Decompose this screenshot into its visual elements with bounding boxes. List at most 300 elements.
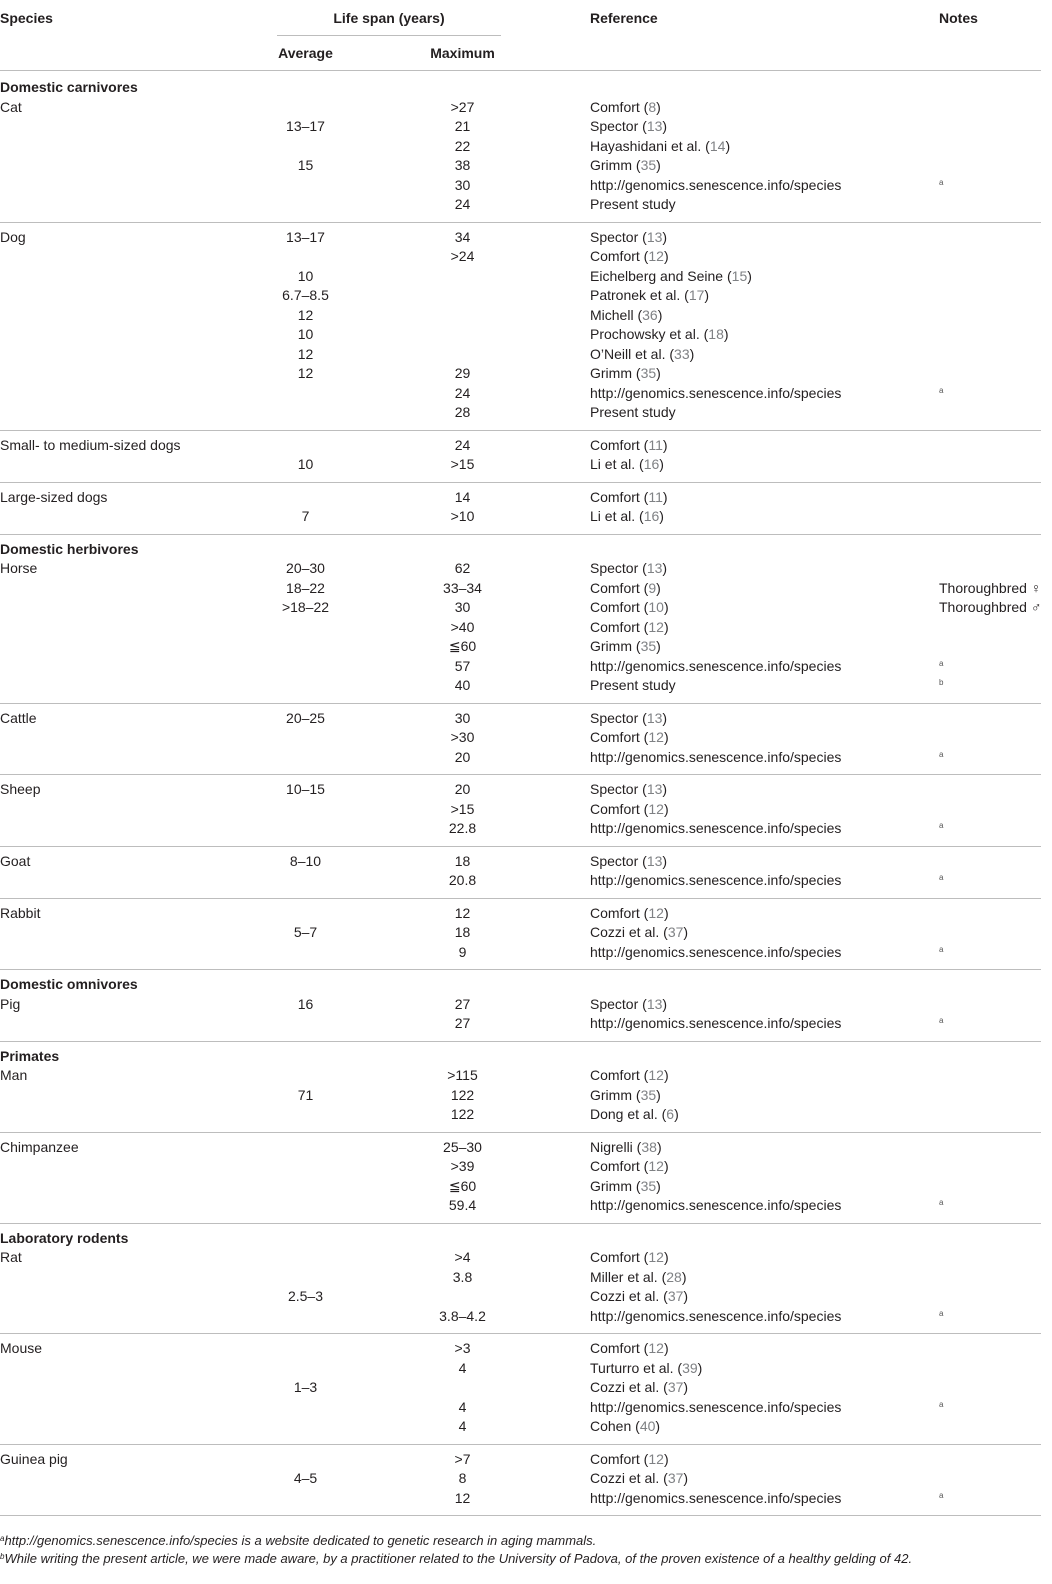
reference-cell: Comfort (12)	[590, 904, 669, 921]
table-row	[0, 267, 1052, 287]
reference-cell: Li et al. (16)	[590, 508, 664, 524]
table-row	[0, 156, 1052, 176]
reference-cell: O’Neill et al. (33)	[590, 345, 695, 362]
maximum-cell: >10	[450, 508, 475, 524]
note-marker: a	[939, 944, 944, 954]
reference-cell: Prochowsky et al. (18)	[590, 326, 729, 342]
reference-cell: Michell (36)	[590, 306, 663, 323]
citation-number: 13	[646, 852, 663, 869]
reference-cell	[590, 1196, 841, 1216]
citation-number: 9	[648, 579, 657, 596]
reference-cell: Grimm (35)	[590, 638, 661, 654]
table-row	[0, 403, 1052, 423]
reference-cell: Grimm (35)	[590, 157, 661, 173]
citation-number: 12	[648, 800, 664, 817]
category-row	[0, 975, 1052, 995]
maximum-cell: 57	[454, 657, 471, 674]
reference-text: Miller et al.	[590, 1268, 658, 1285]
citation-number: 38	[641, 1138, 657, 1155]
maximum-cell: 27	[454, 995, 471, 1012]
category-row	[0, 1229, 1052, 1249]
table-row	[0, 436, 1052, 456]
average-cell: 20–25	[286, 709, 325, 726]
average-cell: 71	[297, 1086, 314, 1103]
reference-cell: Comfort (12)	[590, 1158, 669, 1174]
header-divider	[0, 70, 1041, 71]
reference-text: http://genomics.senescence.info/species	[590, 748, 842, 765]
note-marker: a	[939, 1308, 944, 1318]
maximum-cell: >24	[450, 248, 475, 264]
maximum-cell: 122	[450, 1106, 475, 1122]
category-label: Laboratory rodents	[0, 1229, 129, 1246]
reference-text: Cozzi et al.	[590, 1470, 660, 1486]
maximum-cell: 21	[454, 118, 471, 134]
average-cell: 13–17	[286, 118, 325, 134]
table-row	[0, 728, 1052, 748]
note-marker: a	[939, 1016, 944, 1025]
maximum-cell: 22	[454, 137, 471, 154]
reference-text: Present study	[590, 196, 676, 212]
group-divider	[0, 1333, 1041, 1334]
table-row	[0, 852, 1052, 872]
reference-text: http://genomics.senescence.info/species	[590, 1015, 842, 1031]
reference-cell	[590, 748, 841, 768]
maximum-cell: 14	[454, 488, 471, 505]
species-cell: Man	[0, 1067, 28, 1083]
reference-text: Comfort	[590, 729, 640, 745]
category-label: Domestic omnivores	[0, 976, 138, 992]
group-divider	[0, 534, 1041, 535]
maximum-cell: >15	[450, 800, 475, 817]
group-divider	[0, 222, 1041, 223]
citation-number: 15	[731, 267, 748, 284]
maximum-cell: 24	[454, 196, 471, 212]
reference-cell: Cozzi et al. (37)	[590, 1288, 689, 1304]
table-row	[0, 800, 1052, 820]
reference-cell: Comfort (10)	[590, 599, 669, 615]
table-row	[0, 286, 1052, 306]
reference-cell: Li et al. (16)	[590, 456, 664, 472]
average-cell: 12	[297, 345, 314, 362]
maximum-cell: 30	[454, 599, 471, 615]
maximum-cell: >39	[450, 1158, 475, 1174]
maximum-cell: >115	[447, 1067, 478, 1083]
reference-text: Patronek et al.	[590, 287, 681, 303]
species-cell: Sheep	[0, 781, 41, 797]
maximum-cell: ≦60	[448, 1177, 477, 1194]
table-row	[0, 345, 1052, 365]
average-cell: 10	[297, 456, 314, 472]
citation-number: 10	[648, 599, 664, 615]
reference-cell: Comfort (12)	[590, 618, 669, 635]
reference-cell: Spector (13)	[590, 995, 668, 1012]
citation-number: 16	[643, 456, 660, 472]
note-marker: b	[939, 678, 944, 687]
note-marker: a	[939, 177, 944, 187]
table-row	[0, 1398, 1052, 1418]
species-cell: Small- to medium-sized dogs	[0, 436, 181, 453]
reference-text: Michell	[590, 306, 634, 323]
table-row	[0, 364, 1052, 384]
maximum-cell: 8	[458, 1470, 467, 1486]
reference-text: Spector	[590, 118, 639, 134]
reference-cell: Comfort (12)	[590, 1450, 669, 1467]
maximum-cell: 29	[454, 365, 471, 381]
note-marker: a	[939, 821, 944, 830]
reference-text: Li et al.	[590, 456, 636, 472]
citation-number: 11	[648, 488, 663, 505]
reference-cell: Comfort (12)	[590, 248, 669, 264]
table-row	[0, 1287, 1052, 1307]
maximum-cell: ≦60	[448, 638, 477, 654]
reference-cell: Cozzi et al. (37)	[590, 1379, 689, 1395]
reference-text: Comfort	[590, 488, 640, 505]
species-cell: Rat	[0, 1249, 22, 1265]
footnote-a: $^a$http://genomics.senescence.info/species is a website dedicated to genetic research in aging mammals.	[0, 1533, 597, 1548]
citation-number: 35	[640, 365, 657, 381]
reference-text: http://genomics.senescence.info/species	[590, 384, 842, 401]
reference-text: Spector	[590, 228, 639, 245]
citation-number: 18	[708, 326, 724, 342]
reference-text: Comfort	[590, 618, 640, 635]
average-cell: 20–30	[286, 560, 325, 576]
maximum-cell: 20	[454, 748, 471, 765]
maximum-cell: 25–30	[443, 1138, 482, 1155]
table-row	[0, 943, 1052, 963]
reference-text: Eichelberg and Seine	[590, 267, 724, 284]
reference-text: http://genomics.senescence.info/species	[590, 1489, 842, 1506]
maximum-cell: 24	[454, 384, 471, 401]
average-cell: 12	[297, 306, 314, 323]
reference-text: Cozzi et al.	[590, 1288, 660, 1304]
table-row	[0, 1196, 1052, 1216]
maximum-cell: 30	[454, 709, 471, 726]
species-cell: Pig	[0, 995, 21, 1012]
table-row	[0, 1086, 1052, 1106]
citation-number: 16	[643, 508, 660, 524]
reference-text: Cozzi et al.	[590, 1379, 660, 1395]
species-cell: Large-sized dogs	[0, 488, 108, 505]
table-row	[0, 1339, 1052, 1359]
reference-text: http://genomics.senescence.info/species	[590, 176, 842, 193]
maximum-cell: 4	[458, 1418, 467, 1434]
average-cell: 2.5–3	[287, 1288, 324, 1304]
category-row	[0, 540, 1052, 560]
reference-cell: Spector (13)	[590, 781, 668, 797]
reference-text: Comfort	[590, 1067, 640, 1083]
reference-text: Comfort	[590, 1450, 640, 1467]
maximum-cell: >7	[454, 1450, 471, 1467]
table-row	[0, 98, 1052, 118]
reference-cell: Cozzi et al. (37)	[590, 924, 689, 940]
citation-number: 12	[648, 1450, 664, 1467]
table-row	[0, 1157, 1052, 1177]
maximum-cell: 3.8–4.2	[439, 1307, 486, 1324]
category-label: Domestic herbivores	[0, 540, 139, 557]
citation-number: 37	[667, 924, 684, 940]
reference-cell: Turturro et al. (39)	[590, 1359, 703, 1376]
header-subdivider	[277, 35, 501, 36]
reference-cell: Grimm (35)	[590, 1177, 661, 1194]
citation-number: 13	[646, 118, 663, 134]
reference-cell	[590, 1398, 841, 1418]
reference-text: Nigrelli	[590, 1138, 633, 1155]
maximum-cell: 9	[458, 943, 467, 960]
reference-text: Present study	[590, 677, 676, 693]
maximum-cell: >40	[450, 618, 475, 635]
table-row	[0, 1105, 1052, 1125]
reference-text: Turturro et al.	[590, 1359, 674, 1376]
reference-cell: Eichelberg and Seine (15)	[590, 267, 752, 284]
reference-text: Spector	[590, 709, 639, 726]
average-cell: 5–7	[293, 924, 318, 940]
reference-cell: Comfort (12)	[590, 1340, 669, 1356]
maximum-cell: 59.4	[448, 1197, 477, 1213]
citation-number: 13	[646, 995, 663, 1012]
reference-text: Cozzi et al.	[590, 924, 660, 940]
citation-number: 13	[646, 560, 663, 576]
citation-number: 37	[667, 1470, 684, 1486]
citation-number: 35	[640, 1086, 657, 1103]
category-label: Domestic carnivores	[0, 79, 138, 95]
category-row	[0, 78, 1052, 98]
table-row	[0, 1378, 1052, 1398]
table-row	[0, 871, 1052, 891]
citation-number: 28	[666, 1268, 682, 1285]
citation-number: 35	[640, 157, 657, 173]
citation-number: 12	[648, 1249, 664, 1265]
reference-cell	[590, 195, 676, 215]
table-row	[0, 1359, 1052, 1379]
reference-text: Comfort	[590, 248, 640, 264]
maximum-cell: 18	[454, 852, 471, 869]
reference-text: Grimm	[590, 1086, 632, 1103]
table-row	[0, 1489, 1052, 1509]
table-row	[0, 247, 1052, 267]
maximum-cell: >27	[450, 98, 475, 115]
reference-text: http://genomics.senescence.info/species	[590, 943, 842, 960]
note-marker: a	[939, 658, 944, 668]
citation-number: 40	[639, 1418, 656, 1434]
maximum-cell: 24	[454, 436, 471, 453]
reference-text: Dong et al.	[590, 1106, 658, 1122]
table-row	[0, 1248, 1052, 1268]
reference-text: Grimm	[590, 1177, 632, 1194]
citation-number: 39	[682, 1359, 698, 1376]
average-cell: 15	[297, 157, 314, 173]
citation-number: 13	[646, 228, 663, 245]
note-cell: Thoroughbred ♂	[939, 599, 1042, 615]
table-row	[0, 819, 1052, 839]
citation-number: 12	[648, 1067, 664, 1083]
maximum-cell: 20	[454, 781, 471, 797]
table-row	[0, 637, 1052, 657]
header-notes: Notes	[939, 10, 978, 26]
reference-text: http://genomics.senescence.info/species	[590, 1197, 842, 1213]
reference-text: Grimm	[590, 365, 632, 381]
reference-cell: Spector (13)	[590, 228, 668, 245]
table-row	[0, 176, 1052, 196]
reference-cell: Grimm (35)	[590, 365, 661, 381]
maximum-cell: 122	[450, 1086, 475, 1103]
average-cell: 18–22	[286, 579, 325, 596]
group-divider	[0, 1041, 1041, 1042]
average-cell: 8–10	[289, 852, 322, 869]
reference-cell: Cozzi et al. (37)	[590, 1470, 689, 1486]
table-row	[0, 488, 1052, 508]
maximum-cell: 33–34	[443, 579, 482, 596]
group-divider	[0, 430, 1041, 431]
note-cell: Thoroughbred ♀	[939, 579, 1042, 596]
reference-text: Present study	[590, 404, 676, 420]
reference-cell: Hayashidani et al. (14)	[590, 137, 731, 154]
reference-cell	[590, 384, 841, 404]
maximum-cell: >30	[450, 729, 475, 745]
category-label: Primates	[0, 1047, 60, 1064]
reference-cell: Comfort (12)	[590, 1249, 669, 1265]
reference-text: http://genomics.senescence.info/species	[590, 1398, 842, 1415]
maximum-cell: 12	[454, 904, 471, 921]
reference-text: Prochowsky et al.	[590, 326, 700, 342]
average-cell: 10	[297, 326, 314, 342]
table-row	[0, 904, 1052, 924]
group-divider	[0, 1515, 1041, 1516]
table-row	[0, 1417, 1052, 1437]
citation-number: 12	[648, 904, 664, 921]
note-marker: a	[939, 385, 944, 395]
reference-cell	[590, 943, 841, 963]
reference-text: Comfort	[590, 579, 640, 596]
reference-text: Comfort	[590, 800, 640, 817]
table-row	[0, 137, 1052, 157]
table-row	[0, 306, 1052, 326]
header-reference: Reference	[590, 10, 658, 26]
reference-cell: Dong et al. (6)	[590, 1106, 679, 1122]
average-cell: 6.7–8.5	[282, 287, 329, 303]
citation-number: 8	[648, 98, 657, 115]
average-cell: 12	[297, 365, 314, 381]
table-row	[0, 709, 1052, 729]
reference-text: Spector	[590, 560, 639, 576]
table-row	[0, 923, 1052, 943]
table-row	[0, 325, 1052, 345]
citation-number: 12	[648, 729, 664, 745]
species-cell: Mouse	[0, 1340, 43, 1356]
header-species: Species	[0, 10, 53, 26]
average-cell: 4–5	[293, 1470, 318, 1486]
reference-text: Spector	[590, 781, 639, 797]
footnote-b: $^b$While writing the present article, we were made aware, by a practitioner related to the University of Padova, of the proven existence of a healthy gelding of 42.	[0, 1551, 913, 1566]
maximum-cell: 20.8	[448, 872, 477, 888]
maximum-cell: 3.8	[452, 1268, 473, 1285]
reference-cell	[590, 871, 841, 891]
citation-number: 35	[640, 638, 657, 654]
table-row	[0, 1268, 1052, 1288]
reference-cell: Comfort (12)	[590, 800, 669, 817]
species-cell: Horse	[0, 560, 38, 576]
maximum-cell: 28	[454, 404, 471, 420]
maximum-cell: 38	[454, 157, 471, 173]
reference-cell	[590, 403, 676, 423]
group-divider	[0, 482, 1041, 483]
species-cell: Rabbit	[0, 904, 41, 921]
citation-number: 13	[646, 709, 663, 726]
reference-cell: Comfort (11)	[590, 488, 668, 505]
reference-text: Spector	[590, 852, 639, 869]
citation-number: 35	[640, 1177, 657, 1194]
note-marker: a	[939, 1490, 944, 1500]
group-divider	[0, 1223, 1041, 1224]
reference-cell	[590, 1014, 841, 1034]
species-cell: Dog	[0, 228, 26, 245]
species-cell: Chimpanzee	[0, 1138, 79, 1155]
reference-cell	[590, 176, 841, 196]
reference-cell: Spector (13)	[590, 118, 668, 134]
category-row	[0, 1047, 1052, 1067]
reference-text: http://genomics.senescence.info/species	[590, 872, 842, 888]
table-row	[0, 598, 1052, 618]
table-row	[0, 579, 1052, 599]
citation-number: 13	[646, 781, 663, 797]
group-divider	[0, 1444, 1041, 1445]
reference-text: Spector	[590, 995, 639, 1012]
citation-number: 12	[648, 248, 664, 264]
reference-cell	[590, 676, 676, 696]
table-row	[0, 507, 1052, 527]
reference-text: Hayashidani et al.	[590, 137, 702, 154]
citation-number: 33	[674, 345, 690, 362]
table-row	[0, 1014, 1052, 1034]
table-row	[0, 780, 1052, 800]
species-cell: Cat	[0, 98, 22, 115]
species-cell: Guinea pig	[0, 1450, 68, 1467]
average-cell: 13–17	[286, 228, 325, 245]
citation-number: 37	[667, 1379, 684, 1395]
reference-cell	[590, 1307, 841, 1327]
table-row	[0, 1138, 1052, 1158]
reference-cell: Comfort (11)	[590, 436, 668, 453]
reference-text: Li et al.	[590, 508, 636, 524]
reference-text: Comfort	[590, 599, 640, 615]
table-row	[0, 1469, 1052, 1489]
maximum-cell: 12	[454, 1489, 471, 1506]
table-row	[0, 117, 1052, 137]
note-marker: a	[939, 749, 944, 759]
reference-cell: Comfort (12)	[590, 729, 669, 745]
maximum-cell: >4	[454, 1249, 471, 1265]
group-divider	[0, 703, 1041, 704]
reference-cell: Nigrelli (38)	[590, 1138, 662, 1155]
reference-text: Comfort	[590, 1158, 640, 1174]
reference-cell	[590, 657, 841, 677]
header-maximum: Maximum	[430, 45, 495, 61]
reference-cell	[590, 1489, 841, 1509]
group-divider	[0, 846, 1041, 847]
reference-cell: Spector (13)	[590, 709, 668, 726]
maximum-cell: 18	[454, 924, 471, 940]
reference-text: Comfort	[590, 98, 640, 115]
reference-text: http://genomics.senescence.info/species	[590, 1307, 842, 1324]
note-marker: a	[939, 873, 944, 882]
group-divider	[0, 1132, 1041, 1133]
reference-cell: Comfort (9)	[590, 579, 661, 596]
reference-cell: Spector (13)	[590, 852, 668, 869]
reference-text: http://genomics.senescence.info/species	[590, 820, 842, 836]
note-marker: a	[939, 1198, 944, 1207]
average-cell: 16	[297, 995, 314, 1012]
note-marker: a	[939, 1399, 944, 1409]
citation-number: 6	[666, 1106, 675, 1122]
